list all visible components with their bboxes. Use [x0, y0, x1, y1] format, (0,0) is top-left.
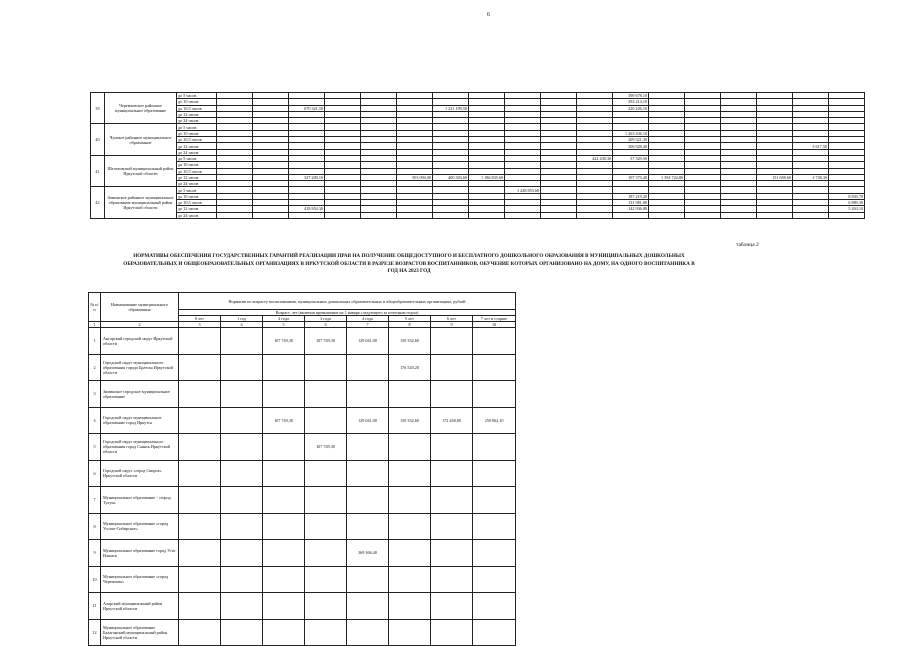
norm-value — [217, 212, 253, 218]
norm-value: 150 332,60 — [389, 407, 431, 434]
norm-value — [305, 566, 347, 593]
norm-value — [473, 540, 516, 567]
norm-value — [347, 593, 389, 620]
norm-value — [305, 407, 347, 434]
norm-value — [389, 434, 431, 461]
row-number: 9 — [89, 540, 101, 567]
norm-value: 1 186 835,60 — [469, 174, 505, 180]
table-row — [89, 434, 516, 461]
stay-duration: до 5 часов — [177, 187, 217, 193]
norm-value — [431, 434, 473, 461]
norm-value — [263, 619, 305, 646]
municipality-name: Муниципальное образование - «город Тулун» — [101, 487, 179, 514]
municipality-name: Городской округ муниципального образования города Братска Иркутской области — [101, 354, 179, 381]
col-name-header: Наименование муниципального образования — [101, 293, 179, 322]
norm-value — [221, 619, 263, 646]
column-index: 1 — [89, 322, 101, 328]
stay-duration: до 10 часов — [177, 193, 217, 199]
stay-duration: до 24 часов — [177, 118, 217, 124]
norm-value — [685, 212, 721, 218]
norm-value — [473, 328, 516, 355]
norm-value — [473, 487, 516, 514]
column-index: 7 — [347, 322, 389, 328]
norm-value — [431, 354, 473, 381]
norm-value — [263, 381, 305, 408]
table-row — [89, 381, 516, 408]
row-number: 12 — [89, 619, 101, 646]
row-number: 2 — [89, 354, 101, 381]
age-header: 0 лет — [179, 316, 221, 322]
row-number: 6 — [89, 460, 101, 487]
norm-value: 6 889,30 — [829, 200, 865, 206]
municipality-name: Зиминское городское муниципальное образование — [101, 381, 179, 408]
norm-value — [263, 487, 305, 514]
norm-value: 250 062,10 — [473, 407, 516, 434]
age-subheader: Возраст, лет (включая превышение на 1 января следующего за отчетным годом) — [179, 310, 516, 316]
norm-value: 107 749,30 — [305, 434, 347, 461]
norm-value — [431, 381, 473, 408]
norm-value: 107 749,30 — [263, 407, 305, 434]
norm-value: 1 221 199,50 — [433, 105, 469, 111]
norm-value — [389, 381, 431, 408]
norm-value — [473, 460, 516, 487]
norm-value — [473, 593, 516, 620]
age-header: 3 года — [305, 316, 347, 322]
norm-value: 8 830,70 — [829, 193, 865, 199]
norm-value — [347, 619, 389, 646]
column-index: 10 — [473, 322, 516, 328]
row-number: 42 — [91, 187, 105, 218]
norm-value — [305, 354, 347, 381]
norm-value — [431, 619, 473, 646]
norm-value — [829, 212, 865, 218]
table-label: таблица 2 — [736, 242, 759, 248]
norm-value — [473, 381, 516, 408]
norm-value — [305, 593, 347, 620]
norm-value: 129 041,00 — [347, 407, 389, 434]
norm-value — [347, 354, 389, 381]
column-index: 8 — [389, 322, 431, 328]
stay-duration: до 10 часов — [177, 99, 217, 105]
stay-duration: до 24 часов — [177, 181, 217, 187]
table-row — [89, 566, 516, 593]
table-row — [89, 540, 516, 567]
stay-duration: до 10,5 часов — [177, 137, 217, 143]
municipality-name: Зиминское районное муниципальное образование муниципальный район Иркутской области — [105, 187, 177, 218]
norm-value — [179, 407, 221, 434]
norm-value: 172 268,80 — [431, 407, 473, 434]
norm-value — [179, 354, 221, 381]
row-number: 3 — [89, 381, 101, 408]
norm-value — [389, 593, 431, 620]
norm-value — [221, 407, 263, 434]
norm-value: 151 658,60 — [757, 174, 793, 180]
norm-value — [433, 212, 469, 218]
norm-value — [505, 212, 541, 218]
row-number: 39 — [91, 93, 105, 124]
norm-value — [221, 513, 263, 540]
norm-value: 5 263,10 — [829, 206, 865, 212]
column-index: 2 — [101, 322, 179, 328]
norm-value — [305, 381, 347, 408]
norm-value — [361, 212, 397, 218]
table-row — [89, 354, 516, 381]
municipality-name: Черемховское районное муниципальное образование — [105, 93, 177, 124]
stay-duration: до 10,5 часов — [177, 168, 217, 174]
norm-value — [221, 540, 263, 567]
norm-value — [179, 540, 221, 567]
column-index: 3 — [179, 322, 221, 328]
norm-value — [347, 566, 389, 593]
norm-value: 142 936,80 — [613, 206, 649, 212]
norm-value: 670 321,50 — [289, 105, 325, 111]
norm-value — [469, 212, 505, 218]
row-number: 4 — [89, 407, 101, 434]
stay-duration: до 12 часов — [177, 111, 217, 117]
norm-value: 327 209,10 — [289, 174, 325, 180]
norm-value — [221, 566, 263, 593]
age-header: 1 год — [221, 316, 263, 322]
norm-value — [431, 487, 473, 514]
norm-value: 107 749,30 — [305, 328, 347, 355]
norm-value: 129 041,00 — [347, 328, 389, 355]
stay-duration: до 24 часов — [177, 212, 217, 218]
norm-value — [431, 460, 473, 487]
row-number: 1 — [89, 328, 101, 355]
norm-value — [347, 381, 389, 408]
norm-value: 209 321,30 — [613, 137, 649, 143]
municipality-name: Муниципальное образование город Усть-Илимск — [101, 540, 179, 567]
norm-value — [613, 212, 649, 218]
norm-value — [431, 566, 473, 593]
norm-value: 422 438,30 — [577, 155, 613, 161]
norms-table-continued — [90, 92, 865, 219]
norm-value — [221, 381, 263, 408]
norm-value: 150 332,60 — [389, 328, 431, 355]
table-row — [89, 513, 516, 540]
row-number: 10 — [89, 566, 101, 593]
age-header: 7 лет и старше — [473, 316, 516, 322]
col-num-header: № п/п — [89, 293, 101, 322]
column-index: 9 — [431, 322, 473, 328]
norm-value — [473, 619, 516, 646]
norm-value — [263, 354, 305, 381]
norm-value: 107 373,40 — [613, 174, 649, 180]
norm-value — [305, 487, 347, 514]
row-number: 40 — [91, 124, 105, 155]
page-number: 6 — [487, 12, 490, 18]
norm-value — [221, 354, 263, 381]
table-row — [89, 407, 516, 434]
norm-value — [793, 212, 829, 218]
stay-duration: до 10,5 часов — [177, 200, 217, 206]
norm-value — [221, 460, 263, 487]
norm-value — [473, 513, 516, 540]
norm-value — [179, 434, 221, 461]
norm-value — [289, 212, 325, 218]
norm-value — [253, 212, 289, 218]
norm-value — [179, 460, 221, 487]
stay-duration: до 5 часов — [177, 124, 217, 130]
norm-value — [179, 328, 221, 355]
norm-value — [179, 381, 221, 408]
norm-value — [347, 434, 389, 461]
norm-value — [305, 513, 347, 540]
norm-value: 390 678,10 — [613, 93, 649, 99]
norm-value: 1 263 436,10 — [613, 130, 649, 136]
stay-duration: до 10 часов — [177, 130, 217, 136]
norm-value — [221, 434, 263, 461]
table-row — [89, 460, 516, 487]
municipality-name: Муниципальное образование «город Черемхово» — [101, 566, 179, 593]
norm-value — [263, 434, 305, 461]
municipality-name: Муниципальное образование Балаганский муниципальный район Иркутской области — [101, 619, 179, 646]
norm-value — [347, 513, 389, 540]
norm-value — [179, 513, 221, 540]
table-row — [89, 328, 516, 355]
norm-value — [325, 212, 361, 218]
age-header: 6 лет — [431, 316, 473, 322]
norm-value: 187 219,20 — [613, 193, 649, 199]
norm-value — [649, 212, 685, 218]
stay-duration: до 12 часов — [177, 143, 217, 149]
norm-value: 418 854,30 — [289, 206, 325, 212]
norm-value — [473, 434, 516, 461]
municipality-name: Городской округ муниципального образования город Саянск Иркутской области — [101, 434, 179, 461]
norm-value — [389, 566, 431, 593]
norm-value: 400 303,60 — [433, 174, 469, 180]
norm-value — [431, 513, 473, 540]
norm-value: 176 520,20 — [389, 354, 431, 381]
row-number: 7 — [89, 487, 101, 514]
norm-value — [389, 513, 431, 540]
stay-duration: до 12 часов — [177, 174, 217, 180]
norm-value — [431, 540, 473, 567]
norm-value: 220 226,10 — [613, 105, 649, 111]
norm-value — [389, 619, 431, 646]
group-header: Норматив по возрасту воспитанников, муниципальных дошкольных образовательных и общеобразовательных организациях, рублей — [179, 293, 516, 310]
norm-value — [473, 566, 516, 593]
norm-value: 107 749,30 — [263, 328, 305, 355]
stay-duration: до 24 часов — [177, 149, 217, 155]
norm-value — [221, 328, 263, 355]
column-index: 6 — [305, 322, 347, 328]
norm-value — [541, 212, 577, 218]
row-number: 8 — [89, 513, 101, 540]
norm-value — [757, 212, 793, 218]
norm-value — [389, 487, 431, 514]
norm-value: 131 981,00 — [613, 200, 649, 206]
norm-value — [347, 460, 389, 487]
table-row — [89, 593, 516, 620]
norm-value — [305, 619, 347, 646]
table-heading: НОРМАТИВЫ ОБЕСПЕЧЕНИЯ ГОСУДАРСТВЕННЫХ ГАРАНТИЙ РЕАЛИЗАЦИИ ПРАВ НА ПОЛУЧЕНИЕ ОБЩЕДОСТУПНОГО И БЕСПЛАТНОГО ДОШКОЛЬНОГО ОБРАЗОВАНИЯ В МУНИЦИПАЛЬНЫХ ДОШКОЛЬНЫХ ОБРАЗОВАТЕЛЬНЫХ И ОБЩЕОБРАЗОВАТЕЛЬНЫХ ОРГАНИЗАЦИЯХ В ИРКУТСКОЙ ОБЛАСТИ В РАЗРЕЗЕ ВОЗРАСТОВ ВОСПИТАННИКОВ, ОБУЧЕНИЕ КОТОРЫХ ОРГАНИЗОВАНО НА ДОМУ, НА ОДНОГО ВОСПИТАННИКА В ГОД НА 2023 ГОД — [123, 253, 695, 274]
norm-value — [389, 540, 431, 567]
stay-duration: до 5 часов — [177, 155, 217, 161]
norm-value — [347, 487, 389, 514]
norm-value — [179, 619, 221, 646]
norm-value — [263, 460, 305, 487]
norm-value — [431, 328, 473, 355]
table-row — [91, 212, 865, 218]
municipality-name: Шелеховский муниципальный район Иркутской области — [105, 155, 177, 186]
column-index: 4 — [221, 322, 263, 328]
norm-value: 1 394 724,80 — [649, 174, 685, 180]
norm-value — [431, 593, 473, 620]
norm-value — [305, 460, 347, 487]
table-row — [89, 619, 516, 646]
norm-value — [179, 593, 221, 620]
municipality-name: Аларский муниципальный район Иркутской области — [101, 593, 179, 620]
norm-value — [389, 460, 431, 487]
norm-value: 2 738,30 — [793, 174, 829, 180]
municipality-name: Городской округ «город Свирск» Иркутской области — [101, 460, 179, 487]
norm-value — [263, 593, 305, 620]
municipality-name: Муниципальное образование «город Усолье-Сибирское» — [101, 513, 179, 540]
stay-duration: до 5 часов — [177, 93, 217, 99]
norm-value — [473, 354, 516, 381]
norm-value — [179, 487, 221, 514]
age-header: 2 года — [263, 316, 305, 322]
norms-table-2 — [88, 292, 516, 646]
column-index: 5 — [263, 322, 305, 328]
stay-duration: до 12 часов — [177, 206, 217, 212]
norm-value: 503 094,00 — [397, 174, 433, 180]
table-row — [89, 487, 516, 514]
age-header: 4 года — [347, 316, 389, 322]
norm-value: 369 366,40 — [347, 540, 389, 567]
norm-value: 306 928,40 — [613, 143, 649, 149]
municipality-name: Городской округ муниципальное образование город Иркутск — [101, 407, 179, 434]
row-number: 5 — [89, 434, 101, 461]
norm-value: 293 214,10 — [613, 99, 649, 105]
norm-value — [221, 487, 263, 514]
municipality-name: Чунское районное муниципальное образование — [105, 124, 177, 155]
age-header: 5 лет — [389, 316, 431, 322]
row-number: 41 — [91, 155, 105, 186]
municipality-name: Ангарский городской округ Иркутской области — [101, 328, 179, 355]
row-number: 11 — [89, 593, 101, 620]
norm-value — [721, 212, 757, 218]
norm-value: 3 617,50 — [793, 143, 829, 149]
norm-value — [221, 593, 263, 620]
norm-value — [577, 212, 613, 218]
norm-value — [263, 566, 305, 593]
norm-value — [263, 540, 305, 567]
norm-value — [179, 566, 221, 593]
stay-duration: до 10 часов — [177, 162, 217, 168]
norm-value: 1 228 853,60 — [505, 187, 541, 193]
stay-duration: до 10,5 часов — [177, 105, 217, 111]
norm-value: 57 329,50 — [613, 155, 649, 161]
norm-value — [263, 513, 305, 540]
norm-value — [305, 540, 347, 567]
norm-value — [397, 212, 433, 218]
